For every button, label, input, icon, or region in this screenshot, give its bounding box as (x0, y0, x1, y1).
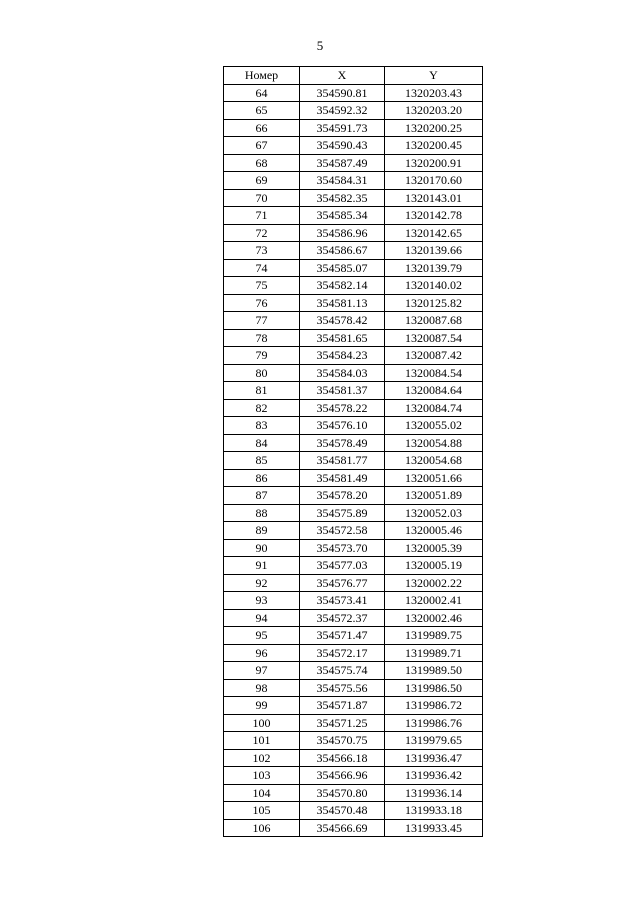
cell-number: 84 (224, 434, 300, 452)
cell-number: 74 (224, 259, 300, 277)
cell-x: 354584.23 (300, 347, 385, 365)
cell-x: 354571.87 (300, 697, 385, 715)
cell-number: 80 (224, 364, 300, 382)
cell-x: 354584.03 (300, 364, 385, 382)
cell-number: 77 (224, 312, 300, 330)
cell-number: 70 (224, 189, 300, 207)
table-row (224, 224, 483, 242)
cell-y: 1320200.25 (385, 119, 483, 137)
cell-x: 354581.77 (300, 452, 385, 470)
cell-number: 95 (224, 627, 300, 645)
table-row (224, 277, 483, 295)
table-row (224, 609, 483, 627)
table-row (224, 627, 483, 645)
table-row (224, 452, 483, 470)
cell-x: 354566.18 (300, 749, 385, 767)
table-row (224, 294, 483, 312)
table-row (224, 784, 483, 802)
cell-x: 354581.13 (300, 294, 385, 312)
cell-y: 1320054.88 (385, 434, 483, 452)
cell-number: 81 (224, 382, 300, 400)
cell-y: 1320200.91 (385, 154, 483, 172)
cell-x: 354576.77 (300, 574, 385, 592)
cell-y: 1320203.43 (385, 84, 483, 102)
cell-y: 1320054.68 (385, 452, 483, 470)
table-row (224, 329, 483, 347)
cell-y: 1320125.82 (385, 294, 483, 312)
cell-y: 1320051.89 (385, 487, 483, 505)
table-row (224, 84, 483, 102)
cell-number: 97 (224, 662, 300, 680)
cell-x: 354570.75 (300, 732, 385, 750)
cell-number: 67 (224, 137, 300, 155)
cell-x: 354572.37 (300, 609, 385, 627)
cell-x: 354573.41 (300, 592, 385, 610)
cell-y: 1319986.76 (385, 714, 483, 732)
coordinates-table (223, 66, 483, 837)
cell-number: 86 (224, 469, 300, 487)
table-row (224, 242, 483, 260)
table-row (224, 679, 483, 697)
table-row (224, 714, 483, 732)
column-header-number: Номер (224, 67, 300, 85)
cell-x: 354578.22 (300, 399, 385, 417)
cell-y: 1320139.66 (385, 242, 483, 260)
cell-y: 1320087.54 (385, 329, 483, 347)
cell-x: 354581.37 (300, 382, 385, 400)
cell-number: 88 (224, 504, 300, 522)
cell-y: 1319933.45 (385, 819, 483, 837)
table-row (224, 137, 483, 155)
cell-x: 354586.96 (300, 224, 385, 242)
cell-number: 98 (224, 679, 300, 697)
table-row (224, 557, 483, 575)
cell-number: 83 (224, 417, 300, 435)
cell-x: 354584.31 (300, 172, 385, 190)
cell-x: 354566.96 (300, 767, 385, 785)
cell-x: 354575.74 (300, 662, 385, 680)
cell-x: 354582.35 (300, 189, 385, 207)
cell-y: 1320170.60 (385, 172, 483, 190)
cell-number: 71 (224, 207, 300, 225)
table-row (224, 189, 483, 207)
cell-x: 354585.07 (300, 259, 385, 277)
cell-y: 1319986.50 (385, 679, 483, 697)
cell-number: 100 (224, 714, 300, 732)
cell-number: 94 (224, 609, 300, 627)
cell-number: 75 (224, 277, 300, 295)
cell-x: 354571.47 (300, 627, 385, 645)
cell-y: 1320084.74 (385, 399, 483, 417)
cell-y: 1320002.41 (385, 592, 483, 610)
cell-x: 354573.70 (300, 539, 385, 557)
cell-y: 1320143.01 (385, 189, 483, 207)
cell-x: 354575.89 (300, 504, 385, 522)
table-row (224, 749, 483, 767)
cell-x: 354581.65 (300, 329, 385, 347)
table-row (224, 312, 483, 330)
cell-number: 96 (224, 644, 300, 662)
cell-x: 354578.20 (300, 487, 385, 505)
table-row (224, 767, 483, 785)
cell-number: 82 (224, 399, 300, 417)
table-row (224, 364, 483, 382)
cell-x: 354590.43 (300, 137, 385, 155)
cell-number: 66 (224, 119, 300, 137)
cell-y: 1320200.45 (385, 137, 483, 155)
table-row (224, 417, 483, 435)
cell-y: 1319979.65 (385, 732, 483, 750)
table-row (224, 172, 483, 190)
cell-x: 354586.67 (300, 242, 385, 260)
column-header-y: Y (385, 67, 483, 85)
cell-x: 354572.17 (300, 644, 385, 662)
table-row (224, 574, 483, 592)
cell-number: 76 (224, 294, 300, 312)
table-row (224, 802, 483, 820)
table-row (224, 399, 483, 417)
cell-number: 90 (224, 539, 300, 557)
cell-x: 354590.81 (300, 84, 385, 102)
table-body (224, 84, 483, 837)
cell-y: 1320084.64 (385, 382, 483, 400)
cell-y: 1319933.18 (385, 802, 483, 820)
table-row (224, 644, 483, 662)
cell-number: 103 (224, 767, 300, 785)
table-row (224, 434, 483, 452)
cell-x: 354578.42 (300, 312, 385, 330)
cell-y: 1320005.19 (385, 557, 483, 575)
table-row (224, 819, 483, 837)
cell-x: 354575.56 (300, 679, 385, 697)
cell-y: 1320087.42 (385, 347, 483, 365)
cell-number: 87 (224, 487, 300, 505)
cell-x: 354576.10 (300, 417, 385, 435)
cell-x: 354582.14 (300, 277, 385, 295)
cell-y: 1319936.14 (385, 784, 483, 802)
cell-x: 354581.49 (300, 469, 385, 487)
table-row (224, 469, 483, 487)
table-row (224, 154, 483, 172)
cell-number: 101 (224, 732, 300, 750)
table-row (224, 347, 483, 365)
table-row (224, 382, 483, 400)
cell-y: 1320139.79 (385, 259, 483, 277)
cell-number: 105 (224, 802, 300, 820)
cell-y: 1319989.50 (385, 662, 483, 680)
cell-number: 79 (224, 347, 300, 365)
cell-y: 1320142.78 (385, 207, 483, 225)
page-number: 5 (316, 38, 324, 53)
cell-number: 73 (224, 242, 300, 260)
cell-y: 1320051.66 (385, 469, 483, 487)
cell-x: 354572.58 (300, 522, 385, 540)
table-row (224, 662, 483, 680)
cell-x: 354570.80 (300, 784, 385, 802)
cell-number: 99 (224, 697, 300, 715)
cell-y: 1319989.75 (385, 627, 483, 645)
cell-y: 1319936.47 (385, 749, 483, 767)
cell-y: 1320002.22 (385, 574, 483, 592)
table-row (224, 119, 483, 137)
cell-y: 1320055.02 (385, 417, 483, 435)
cell-y: 1320002.46 (385, 609, 483, 627)
cell-number: 106 (224, 819, 300, 837)
cell-number: 104 (224, 784, 300, 802)
cell-x: 354578.49 (300, 434, 385, 452)
cell-y: 1319986.72 (385, 697, 483, 715)
cell-x: 354585.34 (300, 207, 385, 225)
cell-number: 65 (224, 102, 300, 120)
cell-y: 1320140.02 (385, 277, 483, 295)
cell-y: 1320084.54 (385, 364, 483, 382)
cell-x: 354577.03 (300, 557, 385, 575)
cell-number: 93 (224, 592, 300, 610)
cell-x: 354591.73 (300, 119, 385, 137)
cell-x: 354571.25 (300, 714, 385, 732)
cell-y: 1320005.39 (385, 539, 483, 557)
table-row (224, 504, 483, 522)
cell-y: 1320005.46 (385, 522, 483, 540)
table-row (224, 732, 483, 750)
table-header-row (224, 67, 483, 85)
cell-number: 69 (224, 172, 300, 190)
cell-number: 78 (224, 329, 300, 347)
cell-y: 1320052.03 (385, 504, 483, 522)
cell-x: 354566.69 (300, 819, 385, 837)
table-row (224, 102, 483, 120)
table-row (224, 487, 483, 505)
cell-x: 354592.32 (300, 102, 385, 120)
cell-number: 91 (224, 557, 300, 575)
cell-x: 354570.48 (300, 802, 385, 820)
cell-number: 72 (224, 224, 300, 242)
table-row (224, 259, 483, 277)
cell-y: 1320087.68 (385, 312, 483, 330)
table-row (224, 592, 483, 610)
cell-y: 1320142.65 (385, 224, 483, 242)
column-header-x: X (300, 67, 385, 85)
cell-number: 102 (224, 749, 300, 767)
cell-number: 92 (224, 574, 300, 592)
cell-y: 1320203.20 (385, 102, 483, 120)
cell-number: 85 (224, 452, 300, 470)
table-row (224, 207, 483, 225)
cell-x: 354587.49 (300, 154, 385, 172)
cell-number: 89 (224, 522, 300, 540)
cell-y: 1319989.71 (385, 644, 483, 662)
cell-number: 68 (224, 154, 300, 172)
table-row (224, 697, 483, 715)
cell-number: 64 (224, 84, 300, 102)
table-row (224, 539, 483, 557)
cell-y: 1319936.42 (385, 767, 483, 785)
table-row (224, 522, 483, 540)
